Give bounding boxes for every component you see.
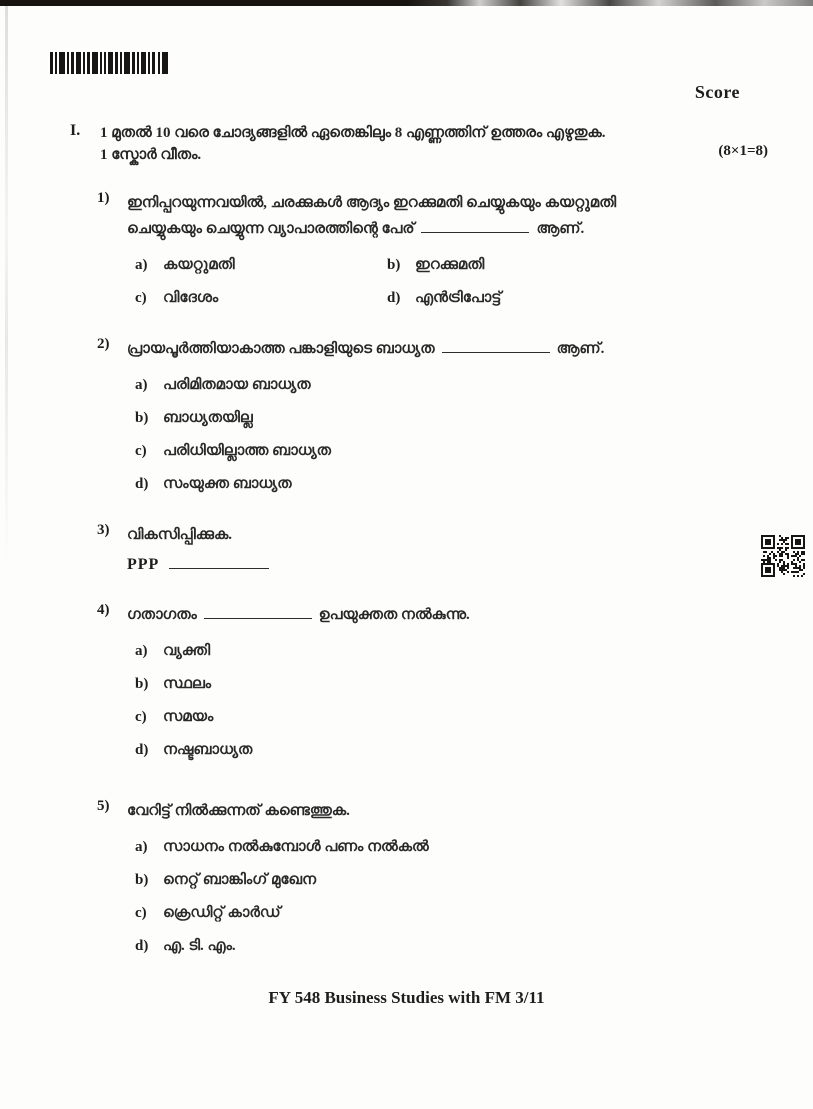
scan-top-edge-artifact <box>0 0 813 6</box>
question-3 <box>97 522 770 578</box>
question-number: 5) <box>97 798 110 814</box>
option-c <box>135 440 770 463</box>
option-letter: c) <box>135 443 147 459</box>
option-c <box>135 902 770 925</box>
question-text: ഗതാഗതം ഉപയുക്തത നൽകുന്നു. <box>127 607 470 623</box>
answer-blank <box>169 555 269 569</box>
option-text: സമയം <box>163 709 214 725</box>
options-list <box>135 640 770 762</box>
option-text: സംയുക്ത ബാധ്യത <box>163 476 292 492</box>
section-instruction <box>100 122 770 166</box>
option-a <box>135 254 387 277</box>
question-2 <box>97 336 770 506</box>
answer-blank <box>204 605 312 619</box>
question-text: വികസിപ്പിക്കുക. <box>127 527 233 543</box>
question-number: 3) <box>97 522 110 538</box>
option-text: ബാധ്യതയില്ല <box>163 410 253 426</box>
option-letter: b) <box>135 872 149 888</box>
question-body <box>127 522 770 578</box>
question-text: വേറിട്ട് നിൽക്കുന്നത് കണ്ടെത്തുക. <box>127 803 350 819</box>
marks-allocation: (8×1=8) <box>718 143 768 159</box>
option-letter: c) <box>135 709 147 725</box>
option-text: നഷ്ടബാധ്യത <box>163 742 253 758</box>
option-letter: b) <box>387 257 401 273</box>
option-b <box>135 407 770 430</box>
option-text: എൻട്രിപോട്ട് <box>415 290 502 306</box>
question-body <box>127 336 770 506</box>
section-header <box>70 122 770 166</box>
option-text: എ. ടി. എം. <box>163 938 236 954</box>
option-letter: a) <box>135 257 148 273</box>
instruction-line-1: 1 മുതൽ 10 വരെ ചോദ്യങ്ങളിൽ ഏതെങ്കിലും 8 എണ്ണത്തിന് ഉത്തരം എഴുതുക. <box>100 125 606 141</box>
abbreviation-line <box>127 552 770 578</box>
answer-blank <box>442 339 550 353</box>
option-text: നെറ്റ് ബാങ്കിംഗ് മുഖേന <box>163 872 316 888</box>
option-d <box>135 739 770 762</box>
question-body <box>127 190 770 310</box>
option-letter: d) <box>135 938 149 954</box>
question-number: 1) <box>97 190 110 206</box>
option-letter: c) <box>135 905 147 921</box>
question-number: 4) <box>97 602 110 618</box>
scan-left-edge-artifact <box>5 6 8 566</box>
section-number: I. <box>70 122 81 139</box>
question-text-line-2: ചെയ്യുകയും ചെയ്യുന്ന വ്യാപാരത്തിന്റെ പേര് ആണ്. <box>127 221 585 237</box>
option-letter: b) <box>135 676 149 692</box>
footer-text: FY 548 Business Studies with FM 3/11 <box>268 988 545 1007</box>
option-a <box>135 640 770 663</box>
question-body <box>127 602 770 772</box>
question-4 <box>97 602 770 772</box>
option-b <box>135 869 770 892</box>
option-letter: c) <box>135 290 147 306</box>
option-letter: d) <box>135 742 149 758</box>
question-1 <box>97 190 770 310</box>
option-letter: b) <box>135 410 149 426</box>
options-list <box>135 836 770 958</box>
question-body <box>127 798 770 968</box>
option-text: പരിധിയില്ലാത്ത ബാധ്യത <box>163 443 331 459</box>
option-text: സാധനം നൽകുമ്പോൾ പണം നൽകൽ <box>163 839 429 855</box>
option-a <box>135 374 770 397</box>
option-b <box>135 673 770 696</box>
option-letter: d) <box>387 290 401 306</box>
option-text: കയറ്റുമതി <box>163 257 235 273</box>
option-d <box>135 473 770 496</box>
option-a <box>135 836 770 859</box>
option-c <box>135 706 770 729</box>
option-text: പരിമിതമായ ബാധ്യത <box>163 377 311 393</box>
option-letter: d) <box>135 476 149 492</box>
instruction-line-2: 1 സ്കോർ വീതം. <box>100 147 202 163</box>
options-list <box>135 374 770 496</box>
option-text: ക്രെഡിറ്റ് കാർഡ് <box>163 905 281 921</box>
score-label: Score <box>694 82 740 102</box>
abbreviation-label: PPP <box>127 556 160 573</box>
option-d <box>387 287 770 310</box>
question-text-line-1: ഇനിപ്പറയുന്നവയിൽ, ചരക്കുകൾ ആദ്യം ഇറക്കുമതി ചെയ്യുകയും കയറ്റുമതി <box>127 195 617 211</box>
option-c <box>135 287 387 310</box>
options-grid <box>135 254 770 310</box>
option-letter: a) <box>135 643 148 659</box>
qr-code <box>761 535 805 577</box>
question-number: 2) <box>97 336 110 352</box>
option-b <box>387 254 770 277</box>
option-text: വ്യക്തി <box>163 643 211 659</box>
option-text: ഇറക്കുമതി <box>415 257 485 273</box>
option-d <box>135 935 770 958</box>
option-letter: a) <box>135 839 148 855</box>
question-5 <box>97 798 770 968</box>
barcode-image <box>50 52 172 74</box>
option-text: വിദേശം <box>163 290 219 306</box>
question-paper-content <box>70 122 770 968</box>
option-letter: a) <box>135 377 148 393</box>
option-text: സ്ഥലം <box>163 676 212 692</box>
question-text: പ്രായപൂർത്തിയാകാത്ത പങ്കാളിയുടെ ബാധ്യത ആണ്. <box>127 341 605 357</box>
answer-blank <box>421 219 529 233</box>
